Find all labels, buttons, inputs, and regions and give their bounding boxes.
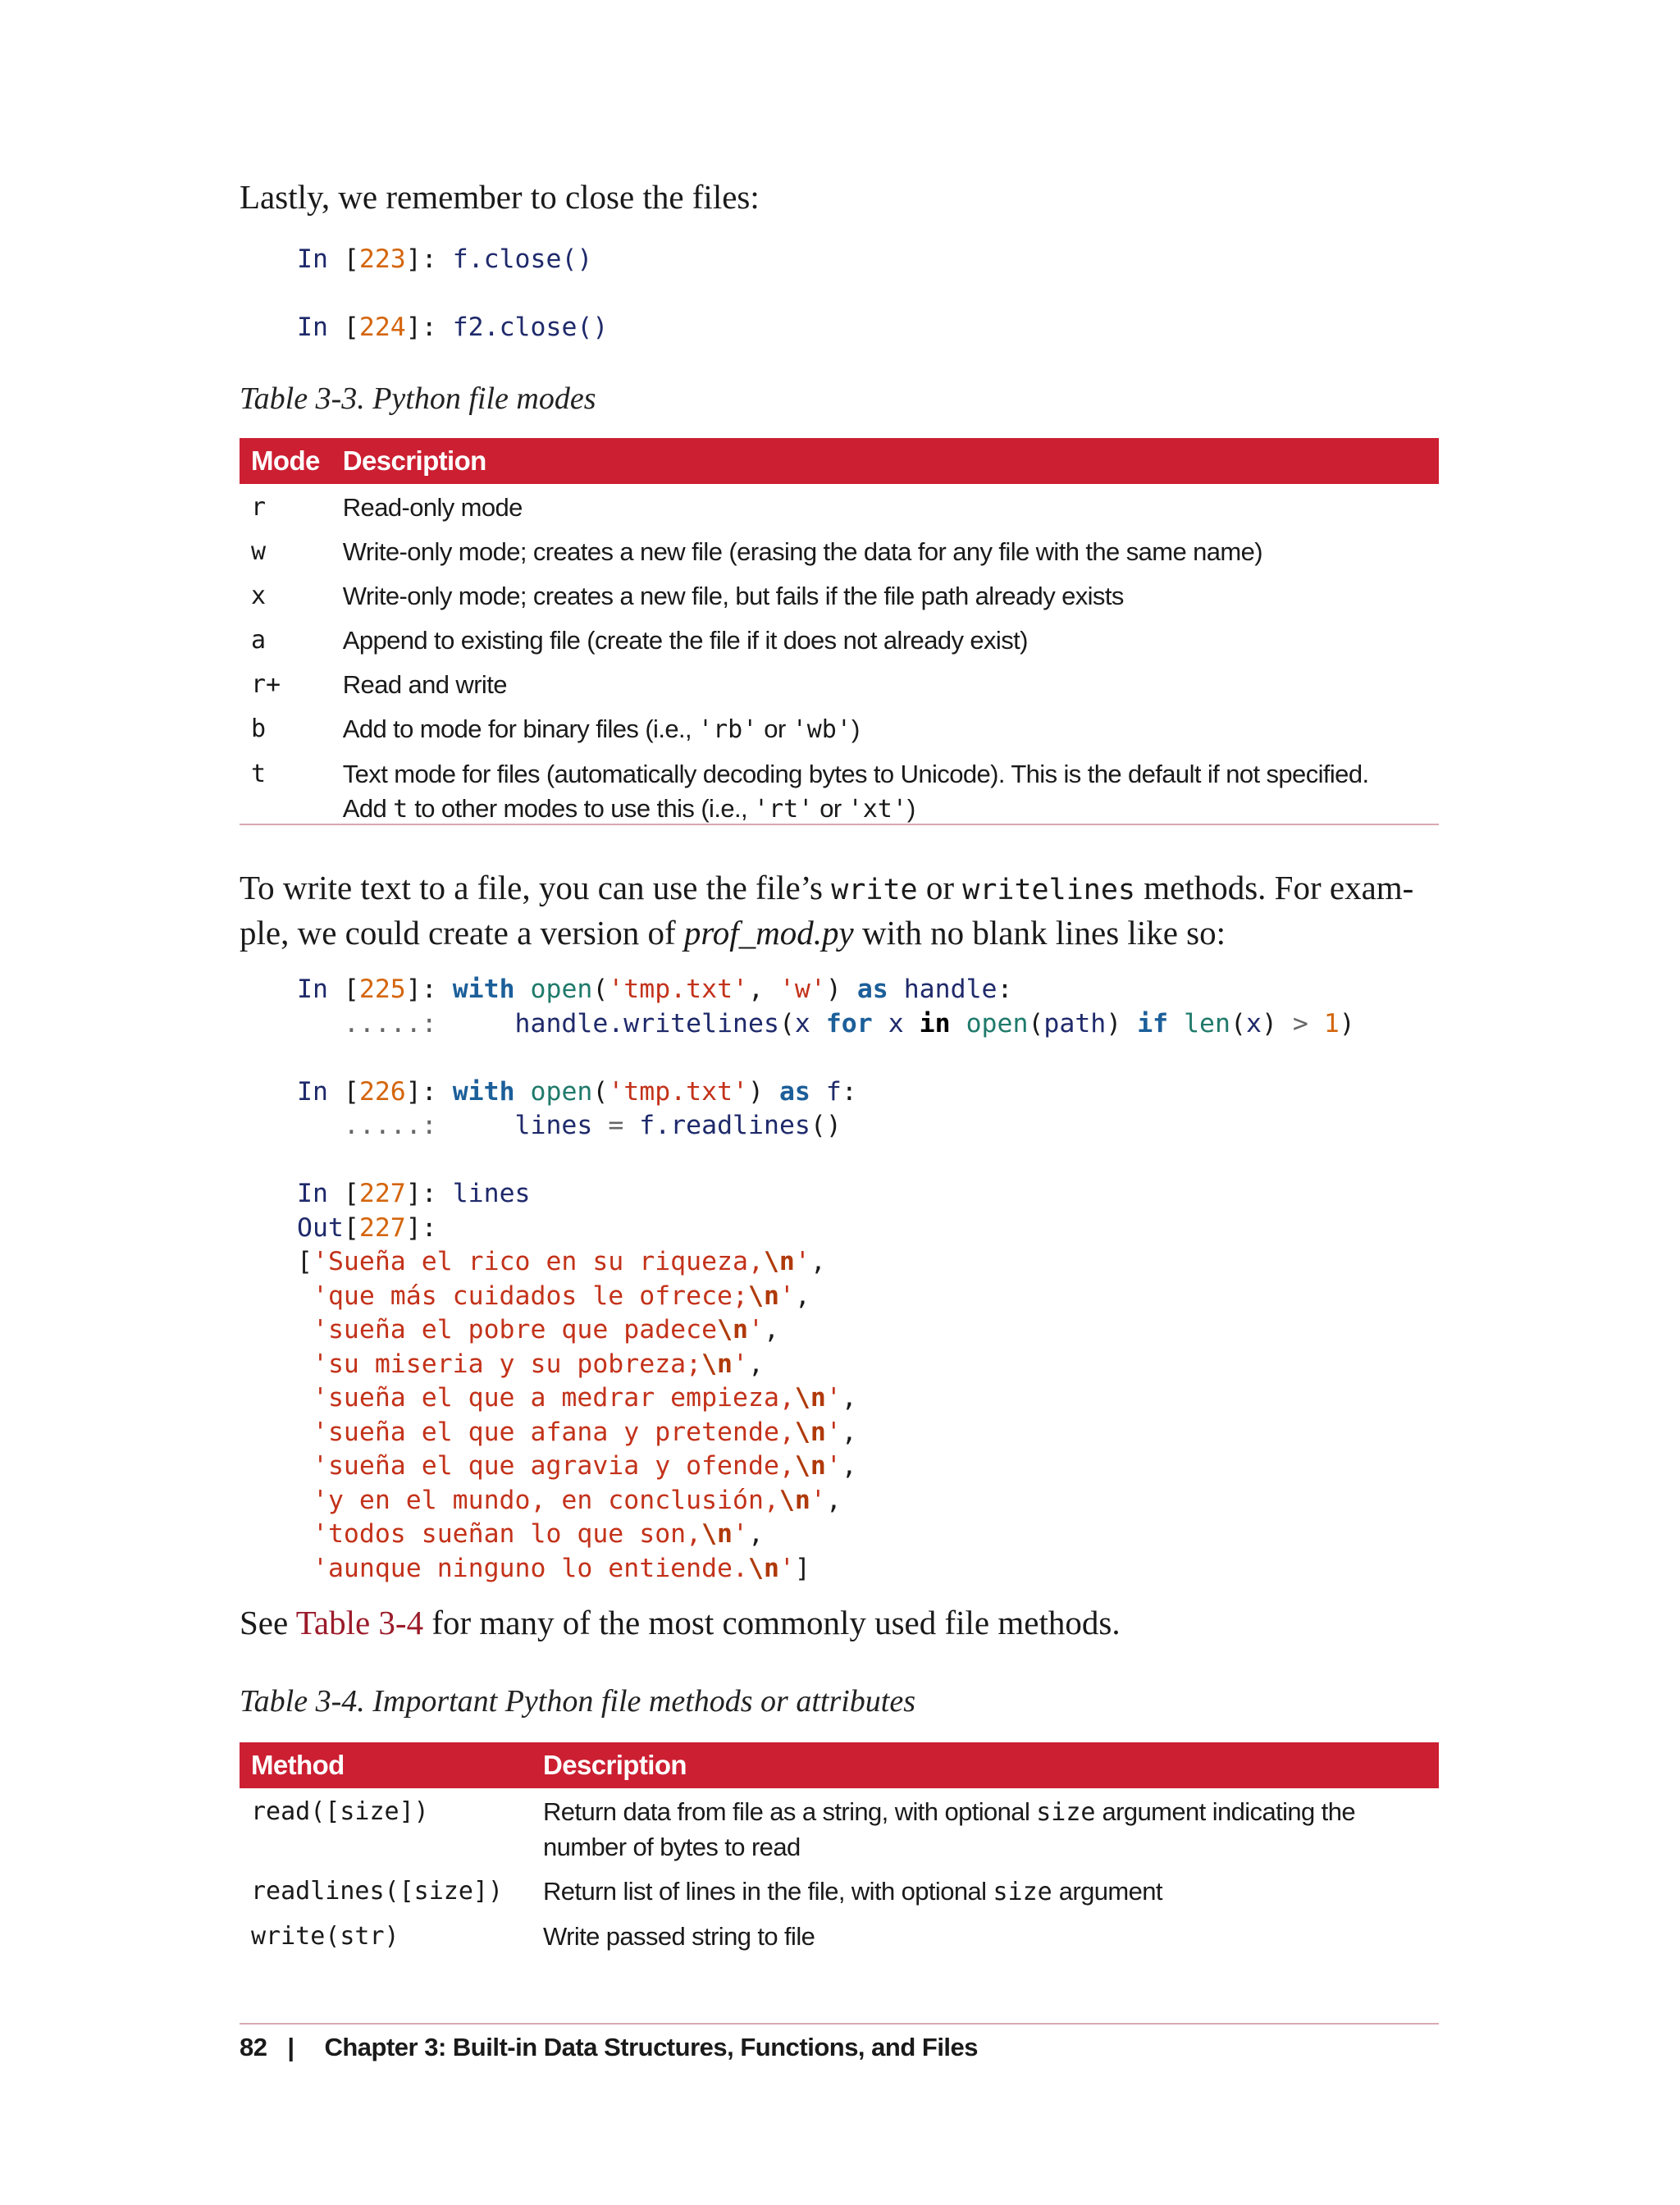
table-row	[240, 663, 1439, 707]
description-cell	[331, 707, 1439, 752]
para-text: or	[917, 869, 963, 906]
desc-text: Add to mode for binary files (i.e.,	[342, 714, 699, 743]
file-modes-table	[240, 438, 1439, 832]
code-prompt-number: 225	[358, 975, 406, 1004]
table-row	[240, 1788, 1439, 1869]
desc-text: or	[757, 714, 792, 743]
footer-rule	[240, 2023, 1439, 2025]
inline-code: 'rb'	[698, 715, 758, 744]
description-cell	[532, 1788, 1439, 1869]
column-header-description: Description	[331, 438, 1439, 484]
table-row	[240, 707, 1439, 752]
desc-text: Text mode for files (automatically decoding bytes to Unicode). This is the default if not specified. Add	[342, 760, 1369, 823]
output-string: Sueña el rico en su riqueza,	[327, 1247, 764, 1276]
description-cell: Read and write	[342, 670, 507, 699]
book-page	[240, 0, 1439, 2205]
description-cell: Write-only mode; creates a new file, but fails if the file path already exists	[342, 582, 1124, 610]
output-string: todos sueñan lo que son,	[327, 1519, 702, 1549]
description-cell: Append to existing file (create the file if it does not already exist)	[342, 626, 1028, 655]
output-string: que más cuidados le ofrece;	[327, 1281, 748, 1311]
code-prompt-number: 227	[358, 1179, 406, 1208]
description-cell: Read-only mode	[342, 493, 523, 522]
mode-cell: b	[251, 714, 267, 743]
description-cell: Write passed string to file	[543, 1922, 815, 1951]
code-prompt-number: 224	[358, 313, 406, 342]
filename-emphasis: prof_mod.py	[683, 914, 854, 952]
mode-cell: r+	[251, 670, 281, 699]
page-footer	[240, 2033, 978, 2062]
inline-code: size	[993, 1878, 1052, 1906]
code-line: f2.close()	[452, 313, 609, 342]
desc-text: )	[906, 794, 915, 823]
desc-text: argument	[1052, 1877, 1162, 1906]
column-header-mode: Mode	[240, 438, 331, 484]
column-header-method: Method	[240, 1742, 532, 1788]
method-cell: readlines([size])	[251, 1877, 504, 1906]
description-cell	[331, 752, 1439, 832]
para-text: See	[240, 1604, 296, 1641]
column-header-description: Description	[532, 1742, 1439, 1788]
see-table-paragraph	[240, 1601, 1121, 1644]
mode-cell: x	[251, 582, 267, 610]
desc-text: Return data from file as a string, with optional	[543, 1797, 1037, 1826]
inline-code: 'wb'	[792, 715, 851, 744]
para-text: methods. For exam-	[1134, 869, 1414, 906]
chapter-title: Chapter 3: Built-in Data Structures, Functions, and Files	[324, 2033, 979, 2061]
output-string: su miseria y su pobreza;	[327, 1349, 702, 1379]
code-prompt-number: 226	[358, 1076, 406, 1107]
continuation-prompt: .....:	[343, 1008, 437, 1039]
table-row	[240, 484, 1439, 530]
para-text: To write text to a file, you can use the file’s	[240, 869, 832, 906]
mode-cell: r	[251, 493, 267, 522]
desc-text: to other modes to use this (i.e.,	[408, 794, 755, 823]
table-3-4-link[interactable]: Table 3-4	[295, 1604, 424, 1641]
code-prompt: In	[297, 313, 328, 342]
intro-paragraph: Lastly, we remember to close the files:	[240, 178, 760, 216]
mode-cell: w	[251, 537, 267, 566]
output-string: y en el mundo, en conclusión,	[327, 1485, 779, 1515]
desc-text: argument indicating the number of bytes to read	[543, 1797, 1355, 1861]
method-cell: read([size])	[251, 1797, 429, 1826]
close-code-block: In [223]: f.close() In [224]: f2.close()	[297, 244, 609, 342]
output-string: sueña el que a medrar empieza,	[327, 1383, 795, 1413]
inline-code: write	[831, 874, 918, 906]
footer-separator: |	[287, 2033, 294, 2061]
inline-code: size	[1036, 1798, 1096, 1827]
para-text: ple, we could create a version of	[240, 914, 684, 952]
desc-text: )	[851, 714, 860, 743]
page-number: 82	[240, 2033, 267, 2061]
table-row	[240, 530, 1439, 574]
output-string: aunque ninguno lo entiende.	[327, 1553, 748, 1583]
desc-text: Return list of lines in the file, with optional	[543, 1877, 993, 1906]
continuation-prompt: .....:	[343, 1111, 437, 1140]
inline-code: writelines	[962, 874, 1135, 906]
write-paragraph	[240, 866, 1445, 954]
code-prompt: In	[297, 244, 328, 274]
inline-code: 'rt'	[754, 795, 814, 824]
table-row	[240, 1869, 1439, 1915]
table-row	[240, 752, 1439, 832]
para-text: for many of the most commonly used file methods.	[423, 1604, 1121, 1641]
table-3-3-caption: Table 3-3. Python file modes	[240, 381, 596, 416]
code-prompt-number: 223	[358, 244, 406, 274]
file-methods-table	[240, 1742, 1439, 1959]
code-line: f.close()	[452, 244, 593, 274]
code-prompt-number: 227	[358, 1212, 406, 1243]
output-string: sueña el pobre que padece	[327, 1315, 718, 1344]
inline-code: t	[393, 795, 409, 824]
writelines-code-block: In [225]: with open('tmp.txt', 'w') as handle: .....: handle.writelines(x for x in open(path) if len(x) > 1) In [226]: with open('tmp.txt') as f: .....: lines = f.readlines() In [227]: lines Out[227]: ['Sueña el rico en su riqueza,\n', 'que más cuidados le ofrece;\n', 'sueña el pobre que padece\n', 'su miseria y su pobreza;\n', 'sueña el que a medrar empieza,\n', 'sueña el que afana y pretende,\n', 'sueña el que agravia y ofende,\n', 'y en el mundo, en conclusión,\n', 'todos sueñan lo que son,\n', 'aunque ninguno lo entiende.\n']	[297, 975, 1355, 1583]
output-string: sueña el que afana y pretende,	[327, 1417, 795, 1447]
method-cell: write(str)	[251, 1922, 399, 1951]
table-bottom-rule	[240, 824, 1439, 825]
mode-cell: a	[251, 626, 267, 655]
table-row	[240, 574, 1439, 619]
description-cell: Write-only mode; creates a new file (erasing the data for any file with the same name)	[342, 537, 1262, 566]
description-cell	[532, 1869, 1439, 1915]
mode-cell: t	[251, 760, 267, 788]
desc-text: or	[813, 794, 848, 823]
para-text: with no blank lines like so:	[853, 914, 1226, 952]
table-row	[240, 619, 1439, 663]
table-3-4-caption: Table 3-4. Important Python file methods or attributes	[240, 1684, 916, 1719]
output-string: sueña el que agravia y ofende,	[327, 1451, 795, 1481]
table-row	[240, 1915, 1439, 1959]
inline-code: 'xt'	[847, 795, 907, 824]
